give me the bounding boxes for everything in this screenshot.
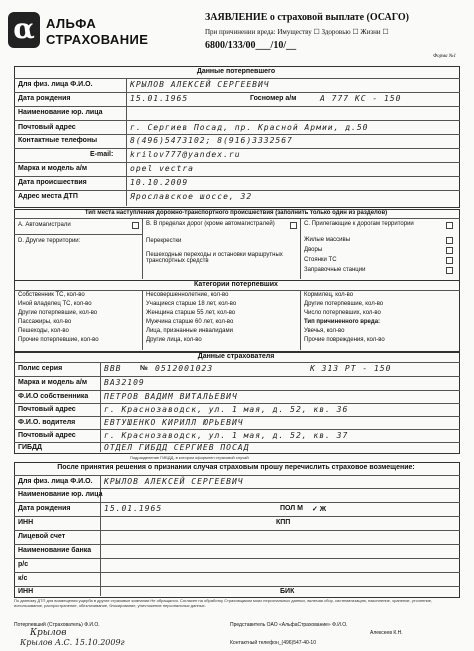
cat-col1-item-6: Прочие потерпевшие, кол-во <box>18 337 99 343</box>
payout-fio-label: Для физ. лица Ф.И.О. <box>18 478 93 485</box>
logo-text-line2: СТРАХОВАНИЕ <box>46 32 149 47</box>
victim-car-label: Марка и модель а/м <box>18 165 87 172</box>
driver-value[interactable]: ЕВТУШЕНКО КИРИЛЛ ЮРЬЕВИЧ <box>104 418 244 427</box>
victim-fio-value[interactable]: КРЫЛОВ АЛЕКСЕЙ СЕРГЕЕВИЧ <box>130 80 270 89</box>
consent-text: По данному ДТП для возмещения ущерба в другие страховые компании Не обращался. Согласен на обработку Страховщиком моих персональных данных, включая сбор, систематизацию, накопление, хранение, уточнение, использование, распространение, обезличивание, блокирование, уничтожение персональных данных. <box>14 598 433 608</box>
payout-inn-label: ИНН <box>18 519 34 526</box>
form-title: ЗАЯВЛЕНИЕ о страховой выплате (ОСАГО) <box>205 12 409 23</box>
place-c-checkbox-3[interactable] <box>446 257 453 264</box>
payout-account-label: Лицевой счет <box>18 533 66 540</box>
cat-col2-item-2: Учащиеся старше 18 лет, кол-во <box>146 301 237 307</box>
cat-col1-item-5: Пешеходы, кол-во <box>18 328 69 334</box>
place-b-item-1: Перекрестки <box>146 238 182 244</box>
cat-col3-item-2: Другие потерпевшие, кол-во <box>304 301 384 307</box>
place-c-checkbox-1[interactable] <box>446 237 453 244</box>
place-type-section <box>14 209 460 281</box>
victim-email-label: E-mail: <box>90 151 114 158</box>
place-c-checkbox-4[interactable] <box>446 267 453 274</box>
accident-date-label: Дата происшествия <box>18 179 87 186</box>
driver-address-label: Почтовый адрес <box>18 432 76 439</box>
claimant-signature-label: Потерпевший (Страхователь) Ф.И.О. <box>14 622 100 628</box>
cat-col3-item-6: Прочие повреждения, кол-во <box>304 337 385 343</box>
payout-rs-label: р/с <box>18 561 29 568</box>
victim-fio-label: Для физ. лица Ф.И.О. <box>18 81 93 88</box>
cat-col1-item-2: Иной владелец ТС, кол-во <box>18 301 92 307</box>
payout-dob-value[interactable]: 15.01.1965 <box>104 504 163 513</box>
payout-kpp-label: КПП <box>276 519 291 526</box>
accident-place-value[interactable]: Ярославское шоссе, 32 <box>130 192 253 201</box>
place-d-label: D. Другие территории: <box>18 238 81 244</box>
place-c-item-3: Стоянки ТС <box>304 257 337 263</box>
policy-series-label: Полис серия <box>18 365 63 372</box>
cat-col2-item-1: Несовершеннолетние, кол-во <box>146 292 229 298</box>
victim-address-label: Почтовый адрес <box>18 124 76 131</box>
victim-email-value[interactable]: krilov777@yandex.ru <box>130 150 241 159</box>
victim-address-value[interactable]: г. Сергиев Посад, пр. Красной Армии, д.50 <box>130 123 369 132</box>
place-c-label: C. Прилегающие к дорогам территории <box>304 221 414 227</box>
insured-header: Данные страхователя <box>197 353 275 360</box>
victim-header: Данные потерпевшего <box>196 68 276 75</box>
payout-bik-label: БИК <box>280 588 295 595</box>
accident-place-label: Адрес места ДТП <box>18 193 78 200</box>
owner-label: Ф.И.О собственника <box>18 393 89 400</box>
place-c-item-1: Жилые массивы <box>304 237 351 243</box>
cat-col3-item-1: Кормилец, кол-во <box>304 292 354 298</box>
cat-col3-item-5: Увечья, кол-во <box>304 328 345 334</box>
place-c-item-4: Заправочные станции <box>304 267 366 273</box>
cat-col1-item-4: Пассажиры, кол-во <box>18 319 72 325</box>
cat-col2-item-4: Мужчина старше 60 лет, кол-во <box>146 319 234 325</box>
place-b-item-2: Пешеходные переходы и остановки маршрутных транспортных средств <box>146 252 283 264</box>
payout-sex-value[interactable]: ✓ Ж <box>312 506 327 513</box>
payout-dob-label: Дата рождения <box>18 505 71 512</box>
claimant-signature: Крылов <box>30 628 67 638</box>
owner-value[interactable]: ПЕТРОВ ВАДИМ ВИТАЛЬЕВИЧ <box>104 392 238 401</box>
gibdd-value[interactable]: ОТДЕЛ ГИБДД СЕРГИЕВ ПОСАД <box>104 443 250 452</box>
payout-fio-value[interactable]: КРЫЛОВ АЛЕКСЕЙ СЕРГЕЕВИЧ <box>104 477 244 486</box>
contact-phone: Контактный телефон_(496)547-40-10 <box>230 640 316 646</box>
victim-plate-label: Госномер а/м <box>250 95 297 102</box>
insured-plate-value[interactable]: К 313 РТ - 150 <box>310 364 392 373</box>
claim-number: 6800/133/00___/10/__ <box>205 40 297 51</box>
payout-ks-label: к/с <box>18 575 28 582</box>
representative-name: Алексеев К.Н. <box>370 630 403 636</box>
policy-no-value[interactable]: 0512001023 <box>155 364 214 373</box>
place-c-checkbox[interactable] <box>446 222 453 229</box>
victim-phones-value[interactable]: 8(496)5473102; 8(916)3332567 <box>130 136 293 145</box>
alfa-logo-icon: α <box>8 12 40 48</box>
driver-label: Ф.И.О. водителя <box>18 419 76 426</box>
cat-col2-item-5: Лица, признанные инвалидами <box>146 328 233 334</box>
victim-categories-header: Категории потерпевших <box>194 281 278 288</box>
form-number: Форма №1 <box>433 54 456 59</box>
logo-text-line1: АЛЬФА <box>46 16 97 31</box>
victim-plate-value[interactable]: А 777 КС - 150 <box>320 94 402 103</box>
payout-inn2-label: ИНН <box>18 588 34 595</box>
claimant-name-date: Крылов А.С. 15.10.2009г <box>20 638 125 647</box>
policy-no-label: № <box>140 365 148 372</box>
driver-address-value[interactable]: г. Краснозаводск, ул. 1 мая, д. 52, кв. 37 <box>104 431 349 440</box>
cat-col1-item-3: Другие потерпевшие, кол-во <box>18 310 98 316</box>
cat-col3-item-4: Тип причиненного вреда: <box>304 319 381 325</box>
alfa-logo <box>8 8 198 52</box>
victim-dob-label: Дата рождения <box>18 95 71 102</box>
victim-car-value[interactable]: opel vectra <box>130 164 194 173</box>
place-b-checkbox[interactable] <box>290 222 297 229</box>
cat-col3-item-3: Число потерпевших, кол-во <box>304 310 381 316</box>
insured-car-value[interactable]: ВАЗ2109 <box>104 378 145 387</box>
place-c-checkbox-2[interactable] <box>446 247 453 254</box>
owner-address-value[interactable]: г. Краснозаводск, ул. 1 мая, д. 52, кв. 36 <box>104 405 349 414</box>
cat-col2-item-6: Другие лица, кол-во <box>146 337 202 343</box>
gibdd-label: ГИБДД <box>18 444 43 451</box>
place-a-checkbox[interactable] <box>132 222 139 229</box>
owner-address-label: Почтовый адрес <box>18 406 76 413</box>
victim-phones-label: Контактные телефоны <box>18 137 98 144</box>
victim-org-label: Наименование юр. лица <box>18 109 103 116</box>
cat-col1-item-1: Собственник ТС, кол-во <box>18 292 85 298</box>
accident-date-value[interactable]: 10.10.2009 <box>130 178 189 187</box>
payout-bank-label: Наименование банка <box>18 547 92 554</box>
cat-col2-item-3: Женщина старше 55 лет, кол-во <box>146 310 236 316</box>
place-type-header: Тип места наступления дорожно-транспортного происшествия (заполнить только один из разделов) <box>84 210 388 216</box>
damage-type-line: При причинении вреда: Имуществу ☐ Здоровью ☐ Жизни ☐ <box>205 28 389 36</box>
place-c-item-2: Дворы <box>304 247 323 253</box>
victim-dob-value[interactable]: 15.01.1965 <box>130 94 189 103</box>
representative-label: Представитель ОАО «АльфаСтрахование» Ф.И.О. <box>230 622 348 628</box>
gibdd-caption: Подразделение ГИБДД, в котором оформлен страховой случай <box>130 455 249 460</box>
payout-header: После принятия решения о признании случая страховым прошу перечислить страховое возмещение: <box>57 464 415 471</box>
policy-series-value[interactable]: ВВВ <box>104 364 122 373</box>
payout-org-label: Наименование юр. лица <box>18 491 103 498</box>
place-a-label: A. Автомагистрали <box>18 222 71 228</box>
payout-sex-label: ПОЛ М <box>280 505 303 512</box>
place-b-label: B. В пределах дорог (кроме автомагистралей) <box>146 221 275 227</box>
insured-car-label: Марка и модель а/м <box>18 379 87 386</box>
